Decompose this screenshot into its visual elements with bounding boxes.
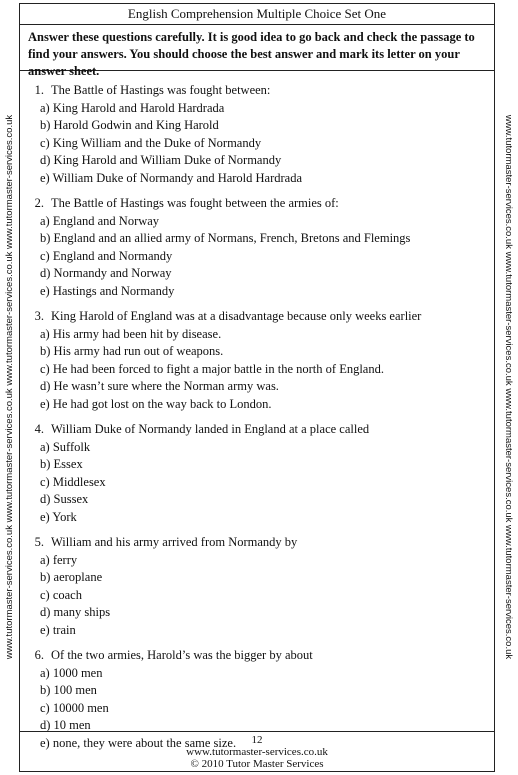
answer-option-a: a) Suffolk (40, 439, 91, 454)
answer-option-e: e) Hastings and Normandy (40, 283, 175, 298)
side-watermark-right: www.tutormaster-services.co.uk www.tutormaster-services.co.uk www.tutormaster-services.co.uk www.tutormaster-services.co.uk (503, 114, 514, 660)
answer-option-c: c) England and Normandy (40, 248, 173, 263)
footer-website: www.tutormaster-services.co.uk (186, 746, 328, 758)
question-2 (20, 195, 494, 300)
instructions: Answer these questions carefully. It is good idea to go back and check the passage to find your answers. You should choose the best answer and mark its letter on your answer sheet. (20, 25, 494, 71)
question-stem (20, 647, 494, 665)
question-number: 1. (34, 83, 44, 97)
question-3 (20, 308, 494, 413)
answer-option-d: d) He wasn’t sure where the Norman army was. (40, 379, 279, 393)
question-1 (20, 82, 494, 187)
question-text: Of the two armies, Harold’s was the bigger by about (51, 648, 313, 662)
answer-option-b: b) England and an allied army of Normans, French, Bretons and Flemings (40, 231, 411, 245)
answer-option-d: d) many ships (40, 605, 111, 619)
page-number: 12 (251, 734, 263, 746)
question-text: William Duke of Normandy landed in England at a place called (51, 422, 370, 436)
answer-option-e: e) York (40, 509, 77, 524)
answer-option-c: c) 10000 men (40, 700, 109, 715)
answer-option-e: e) William Duke of Normandy and Harold Hardrada (40, 170, 303, 185)
question-number: 4. (34, 422, 44, 436)
question-number: 5. (34, 535, 44, 549)
page-frame (19, 3, 495, 772)
page-footer (20, 731, 494, 771)
answer-option-b: b) Harold Godwin and King Harold (40, 118, 219, 132)
page-title: English Comprehension Multiple Choice Set One (20, 4, 494, 25)
question-stem (20, 82, 494, 100)
answer-option-b: b) aeroplane (40, 570, 103, 584)
answer-option-b: b) His army had run out of weapons. (40, 344, 224, 358)
answer-option-a: a) His army had been hit by disease. (40, 326, 222, 341)
answer-option-d: d) Sussex (40, 492, 89, 506)
question-text: The Battle of Hastings was fought between the armies of: (51, 196, 339, 210)
answer-option-e: e) train (40, 622, 76, 637)
answer-option-c: c) Middlesex (40, 474, 106, 489)
question-number: 6. (34, 648, 44, 662)
answer-option-d: d) 10 men (40, 718, 91, 732)
answer-option-c: c) He had been forced to fight a major battle in the north of England. (40, 361, 384, 376)
question-stem (20, 421, 494, 439)
answer-option-e: e) He had got lost on the way back to London. (40, 396, 272, 411)
question-5 (20, 534, 494, 639)
question-number: 3. (34, 309, 44, 323)
question-text: King Harold of England was at a disadvantage because only weeks earlier (51, 309, 422, 323)
answer-option-c: c) coach (40, 587, 82, 602)
answer-option-a: a) King Harold and Harold Hardrada (40, 100, 225, 115)
answer-option-a: a) ferry (40, 552, 78, 567)
question-stem (20, 195, 494, 213)
question-text: The Battle of Hastings was fought between: (51, 83, 271, 97)
footer-copyright: © 2010 Tutor Master Services (190, 758, 324, 770)
answer-option-d: d) King Harold and William Duke of Normandy (40, 153, 282, 167)
answer-option-e: e) none, they were about the same size. (40, 735, 237, 750)
answer-option-b: b) 100 men (40, 683, 97, 697)
answer-option-d: d) Normandy and Norway (40, 266, 172, 280)
side-watermark-left: www.tutormaster-services.co.uk www.tutormaster-services.co.uk www.tutormaster-services.co.uk www.tutormaster-services.co.uk (4, 114, 15, 660)
question-4 (20, 421, 494, 526)
question-stem (20, 534, 494, 552)
question-number: 2. (34, 196, 44, 210)
answer-option-b: b) Essex (40, 457, 83, 471)
answer-option-a: a) England and Norway (40, 213, 160, 228)
answer-option-c: c) King William and the Duke of Normandy (40, 135, 262, 150)
question-list (20, 82, 494, 760)
question-text: William and his army arrived from Normandy by (51, 535, 298, 549)
answer-option-a: a) 1000 men (40, 665, 103, 680)
question-stem (20, 308, 494, 326)
